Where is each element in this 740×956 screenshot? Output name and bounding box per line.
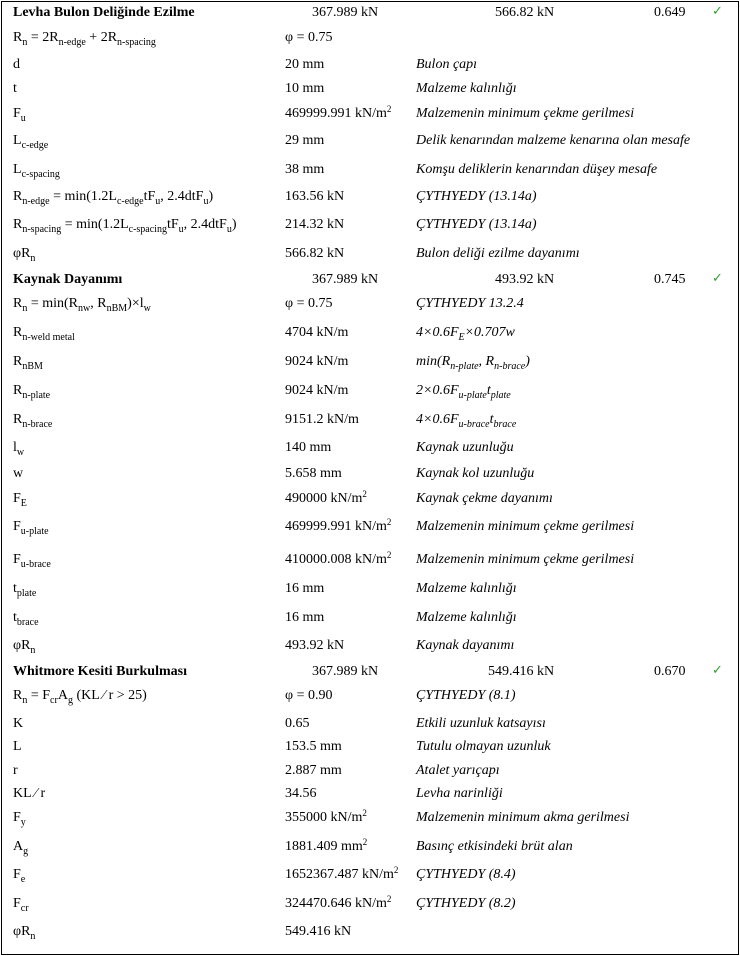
check-icon: ✓ xyxy=(712,663,723,678)
row-value: 324470.646 $kN/m^2$ xyxy=(285,894,392,911)
row-label: $t_{plate}$ xyxy=(13,581,37,599)
row-label: K xyxy=(13,716,24,731)
row-value: 355000 $kN/m^2$ xyxy=(285,808,367,825)
row-description: Malzemenin minimum çekme gerilmesi xyxy=(416,552,635,567)
row-description: $4\times 0.6F_E\times 0.707w$ xyxy=(416,325,515,343)
row-value: 4704 kN/m xyxy=(285,325,349,340)
row-value: 16 mm xyxy=(285,610,325,625)
row-label: $F_{cr}$ xyxy=(13,896,29,914)
row-value: 493.92 kN xyxy=(285,638,345,653)
section-title: Levha Bulon Deliğinde Ezilme xyxy=(13,5,195,20)
row-value: φ = 0.75 xyxy=(285,296,333,311)
row-value: 1652367.487 $kN/m^2$ xyxy=(285,865,399,882)
row-description: Malzeme kalınlığı xyxy=(416,581,517,596)
row-label: $R_n = \min(R_{nw}$, $R_{nBM})\times l_w$ xyxy=(13,296,151,314)
row-label: $R_{n-weld metal}$ xyxy=(13,325,75,343)
row-description: $4\times 0.6F_{u-brace}t_{brace}$ xyxy=(416,412,517,430)
row-description: ÇYTHYEDY (13.14a) xyxy=(416,189,537,204)
row-value: 10 mm xyxy=(285,81,325,96)
row-description: Malzeme kalınlığı xyxy=(416,610,517,625)
row-value: 163.56 kN xyxy=(285,189,345,204)
capacity-value: 566.82 kN xyxy=(495,5,555,20)
row-value: 16 mm xyxy=(285,581,325,596)
section-title: Whitmore Kesiti Burkulması xyxy=(13,664,187,679)
capacity-value: 549.416 kN xyxy=(488,664,555,679)
calculation-sheet xyxy=(1,1,739,955)
row-description: Malzemenin minimum akma gerilmesi xyxy=(416,810,630,825)
row-description: Malzeme kalınlığı xyxy=(416,81,517,96)
demand-value: 367.989 kN xyxy=(312,664,379,679)
row-value: 469999.991 $kN/m^2$ xyxy=(285,104,392,121)
row-description: ÇYTHYEDY (8.1) xyxy=(416,688,516,703)
row-description: Basınç etkisindeki brüt alan xyxy=(416,839,573,854)
row-label: $F_E$ xyxy=(13,491,27,509)
row-label: $t_{brace}$ xyxy=(13,610,39,628)
row-description: Komşu deliklerin kenarından düşey mesafe xyxy=(416,162,658,177)
row-label: $F_y$ xyxy=(13,810,26,828)
row-description: $\min(R_{n-plate}$, $R_{n-brace}$) xyxy=(416,354,530,372)
row-label: $\varphi R_n$ xyxy=(13,246,36,264)
row-value: 9024 kN/m xyxy=(285,383,349,398)
demand-value: 367.989 kN xyxy=(312,272,379,287)
row-description: Kaynak dayanımı xyxy=(416,638,515,653)
row-label: $L_{c-edge}$ xyxy=(13,133,49,151)
row-value: 38 mm xyxy=(285,162,325,177)
row-description: Tutulu olmayan uzunluk xyxy=(416,739,551,754)
row-label: KL ⁄ r xyxy=(13,786,46,801)
row-description: ÇYTHYEDY (8.4) xyxy=(416,867,516,882)
row-label: $R_{n-edge} = \min(1.2L_{c-edge}tF_u$, 2.4dtF$_u$) xyxy=(13,189,214,207)
row-label: $R_{n-brace}$ xyxy=(13,412,53,430)
row-value: 34.56 xyxy=(285,786,317,801)
row-value: φ = 0.90 xyxy=(285,688,333,703)
row-value: 153.5 mm xyxy=(285,739,342,754)
row-label: $R_n = 2R_{n-edge} + 2R_{n-spacing}$ xyxy=(13,30,156,48)
row-description: Delik kenarından malzeme kenarına olan mesafe xyxy=(416,133,691,148)
row-label: $L_{c-spacing}$ xyxy=(13,162,60,180)
row-label: L xyxy=(13,739,22,754)
row-label: t xyxy=(13,81,17,96)
row-description: $2\times 0.6F_{u-plate}t_{plate}$ xyxy=(416,383,511,401)
row-label: r xyxy=(13,763,18,778)
row-description: Kaynak uzunluğu xyxy=(416,440,514,455)
check-icon: ✓ xyxy=(712,4,723,19)
ratio-value: 0.649 xyxy=(654,5,686,20)
row-label: $R_{n-spacing} = \min(1.2L_{c-spacing}tF_u$, 2.4dtF$_u$) xyxy=(13,217,237,235)
row-label: $F_e$ xyxy=(13,867,26,885)
row-value: 5.658 mm xyxy=(285,466,342,481)
row-label: $\varphi R_n$ xyxy=(13,638,36,656)
row-value: 566.82 kN xyxy=(285,246,345,261)
row-label: $F_{u-brace}$ xyxy=(13,552,51,570)
row-description: ÇYTHYEDY 13.2.4 xyxy=(416,296,524,311)
row-description: ÇYTHYEDY (13.14a) xyxy=(416,217,537,232)
row-label: w xyxy=(13,466,24,481)
row-description: Bulon deliği ezilme dayanımı xyxy=(416,246,580,261)
row-description: Kaynak kol uzunluğu xyxy=(416,466,535,481)
row-value: 2.887 mm xyxy=(285,763,342,778)
row-description: Malzemenin minimum çekme gerilmesi xyxy=(416,519,635,534)
row-label: $F_{u-plate}$ xyxy=(13,519,49,537)
row-description: Kaynak çekme dayanımı xyxy=(416,491,553,506)
row-value: 140 mm xyxy=(285,440,332,455)
row-value: 490000 $kN/m^2$ xyxy=(285,489,367,506)
row-description: Bulon çapı xyxy=(416,57,478,72)
ratio-value: 0.745 xyxy=(654,272,686,287)
row-value: 549.416 kN xyxy=(285,924,352,939)
row-label: $l_w$ xyxy=(13,440,25,458)
row-value: 410000.008 $kN/m^2$ xyxy=(285,550,392,567)
ratio-value: 0.670 xyxy=(654,664,686,679)
row-value: 214.32 kN xyxy=(285,217,345,232)
row-value: 9024 kN/m xyxy=(285,354,349,369)
row-label: $R_{n-plate}$ xyxy=(13,383,51,401)
row-value: φ = 0.75 xyxy=(285,30,333,45)
row-description: Atalet yarıçapı xyxy=(416,763,500,778)
capacity-value: 493.92 kN xyxy=(495,272,555,287)
demand-value: 367.989 kN xyxy=(312,5,379,20)
row-description: Levha narinliği xyxy=(416,786,503,801)
row-value: 20 mm xyxy=(285,57,325,72)
row-label: $R_{nBM}$ xyxy=(13,354,43,372)
row-description: Etkili uzunluk katsayısı xyxy=(416,716,546,731)
row-label: $A_g$ xyxy=(13,839,29,857)
row-value: 1881.409 $mm^2$ xyxy=(285,837,368,854)
row-value: 29 mm xyxy=(285,133,325,148)
row-label: $\varphi R_n$ xyxy=(13,924,36,942)
row-label: $F_u$ xyxy=(13,106,26,124)
row-description: ÇYTHYEDY (8.2) xyxy=(416,896,516,911)
row-label: d xyxy=(13,57,20,72)
row-value: 9151.2 kN/m xyxy=(285,412,359,427)
check-icon: ✓ xyxy=(712,271,723,286)
row-label: $R_n = F_{cr}A_g$ (KL ⁄ r > 25) xyxy=(13,688,147,706)
section-title: Kaynak Dayanımı xyxy=(13,272,123,287)
row-value: 0.65 xyxy=(285,716,310,731)
row-value: 469999.991 $kN/m^2$ xyxy=(285,517,392,534)
row-description: Malzemenin minimum çekme gerilmesi xyxy=(416,106,635,121)
